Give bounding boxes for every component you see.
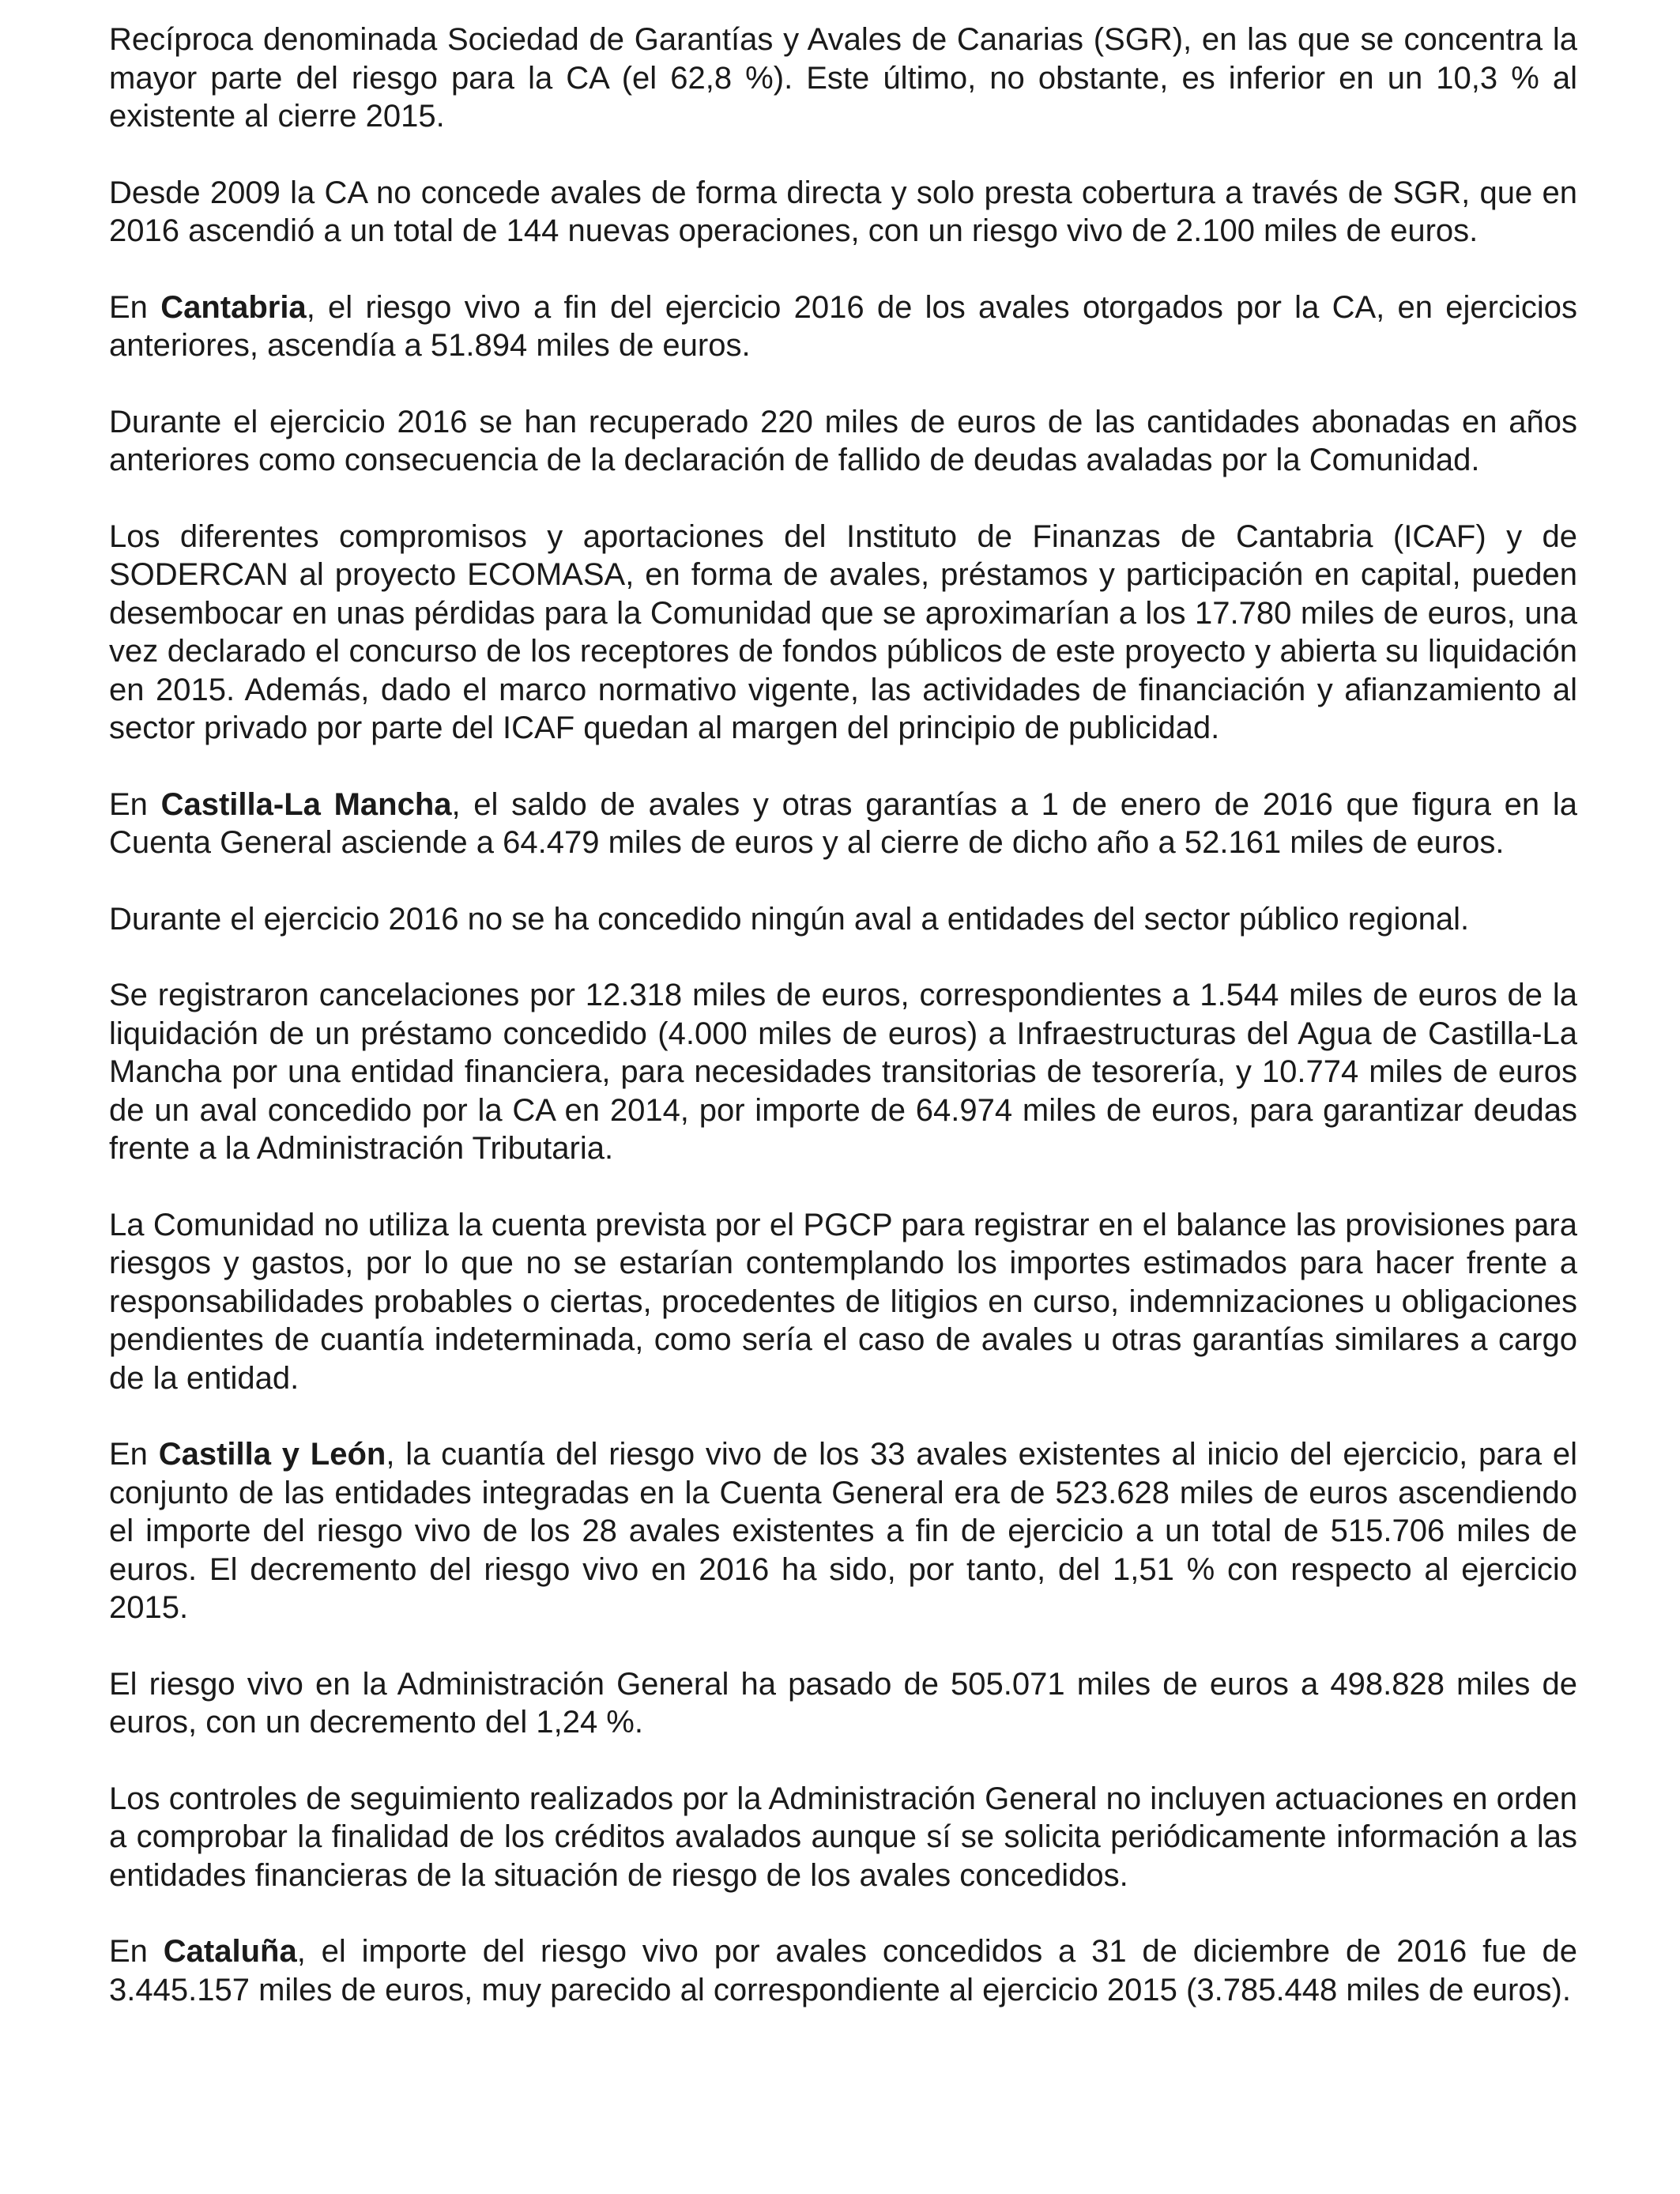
paragraph-sgr-canarias [109,21,1577,136]
paragraph-text-before: En [109,786,161,822]
paragraph-text-before: En [109,1934,164,1969]
paragraph-text: Durante el ejercicio 2016 no se ha concedido ningún aval a entidades del sector público regional. [109,901,1470,937]
paragraph-text: La Comunidad no utiliza la cuenta prevista por el PGCP para registrar en el balance las provisiones para riesgos y gastos, por lo que no se estarían contemplando los importes estimados para hacer frente a responsabilidades probables o ciertas, procedentes de litigios en curso, indemnizaciones u obligaciones pendientes de cuantía indeterminada, como sería el caso de avales u otras garantías similares a cargo de la entidad. [109,1207,1577,1396]
region-name-cataluna: Cataluña [163,1934,297,1969]
paragraph-text: Durante el ejercicio 2016 se han recuperado 220 miles de euros de las cantidades abonadas en años anteriores como consecuencia de la declaración de fallido de deudas avaladas por la Comunidad. [109,404,1577,477]
paragraph-text: El riesgo vivo en la Administración General ha pasado de 505.071 miles de euros a 498.828 miles de euros, con un decremento del 1,24 %. [109,1666,1577,1740]
paragraph-text: Los diferentes compromisos y aportaciones del Instituto de Finanzas de Cantabria (ICAF) y de SODERCAN al proyecto ECOMASA, en forma de avales, préstamos y participación en capital, pueden desembocar en unas pérdidas para la Comunidad que se aproximarían a los 17.780 miles de euros, una vez declarado el concurso de los receptores de fondos públicos de este proyecto y abierta su liquidación en 2015. Además, dado el marco normativo vigente, las actividades de financiación y afianzamiento al sector privado por parte del ICAF quedan al margen del principio de publicidad. [109,518,1577,745]
paragraph-cantabria-ecomasa [109,518,1577,748]
paragraph-cyl-administracion-general [109,1665,1577,1742]
paragraph-castilla-y-leon-intro [109,1435,1577,1627]
paragraph-clm-provisiones [109,1206,1577,1398]
region-name-cantabria: Cantabria [160,289,307,325]
region-name-castilla-la-mancha: Castilla-La Mancha [160,786,452,822]
paragraph-castilla-la-mancha-intro [109,786,1577,862]
region-name-castilla-y-leon: Castilla y León [158,1437,386,1472]
paragraph-text: Los controles de seguimiento realizados por la Administración General no incluyen actuaciones en orden a comprobar la finalidad de los créditos avalados aunque sí se solicita periódicamente información a las entidades financieras de la situación de riesgo de los avales concedidos. [109,1781,1577,1893]
paragraph-cantabria-recuperado [109,403,1577,480]
paragraph-text-before: En [109,1437,159,1472]
paragraph-cantabria-intro [109,288,1577,365]
paragraph-avales-sgr [109,174,1577,251]
paragraph-text: Desde 2009 la CA no concede avales de forma directa y solo presta cobertura a través de SGR, que en 2016 ascendió a un total de 144 nuevas operaciones, con un riesgo vivo de 2.100 miles de euros. [109,175,1577,248]
paragraph-text-after: , el saldo de avales y otras garantías a 1 de enero de 2016 que figura en la Cuenta General asciende a 64.479 miles de euros y al cierre de dicho año a 52.161 miles de euros. [109,786,1577,860]
paragraph-clm-cancelaciones [109,976,1577,1168]
paragraph-text-after: , el riesgo vivo a fin del ejercicio 2016 de los avales otorgados por la CA, en ejercicios anteriores, ascendía a 51.894 miles de euros. [109,289,1577,363]
paragraph-cataluna-intro [109,1932,1577,2009]
paragraph-text: Se registraron cancelaciones por 12.318 miles de euros, correspondientes a 1.544 miles de euros de la liquidación de un préstamo concedido (4.000 miles de euros) a Infraestructuras del Agua de Castilla-La Mancha por una entidad financiera, para necesidades transitorias de tesorería, y 10.774 miles de euros de un aval concedido por la CA en 2014, por importe de 64.974 miles de euros, para garantizar deudas frente a la Administración Tributaria. [109,978,1577,1166]
paragraph-cyl-controles [109,1780,1577,1895]
document-page [109,21,1577,2009]
paragraph-text-after: , el importe del riesgo vivo por avales concedidos a 31 de diciembre de 2016 fue de 3.445.157 miles de euros, muy parecido al correspondiente al ejercicio 2015 (3.785.448 miles de euros). [109,1934,1577,2007]
paragraph-text-before: En [109,289,161,325]
paragraph-text: Recíproca denominada Sociedad de Garantías y Avales de Canarias (SGR), en las que se concentra la mayor parte del riesgo para la CA (el 62,8 %). Este último, no obstante, es inferior en un 10,3 % al existente al cierre 2015. [109,22,1577,134]
paragraph-text-after: , la cuantía del riesgo vivo de los 33 avales existentes al inicio del ejercicio, para el conjunto de las entidades integradas en la Cuenta General era de 523.628 miles de euros ascendiendo el importe del riesgo vivo de los 28 avales existentes a fin de ejercicio a un total de 515.706 miles de euros. El decremento del riesgo vivo en 2016 ha sido, por tanto, del 1,51 % con respecto al ejercicio 2015. [109,1437,1577,1625]
paragraph-clm-sin-aval [109,900,1577,939]
